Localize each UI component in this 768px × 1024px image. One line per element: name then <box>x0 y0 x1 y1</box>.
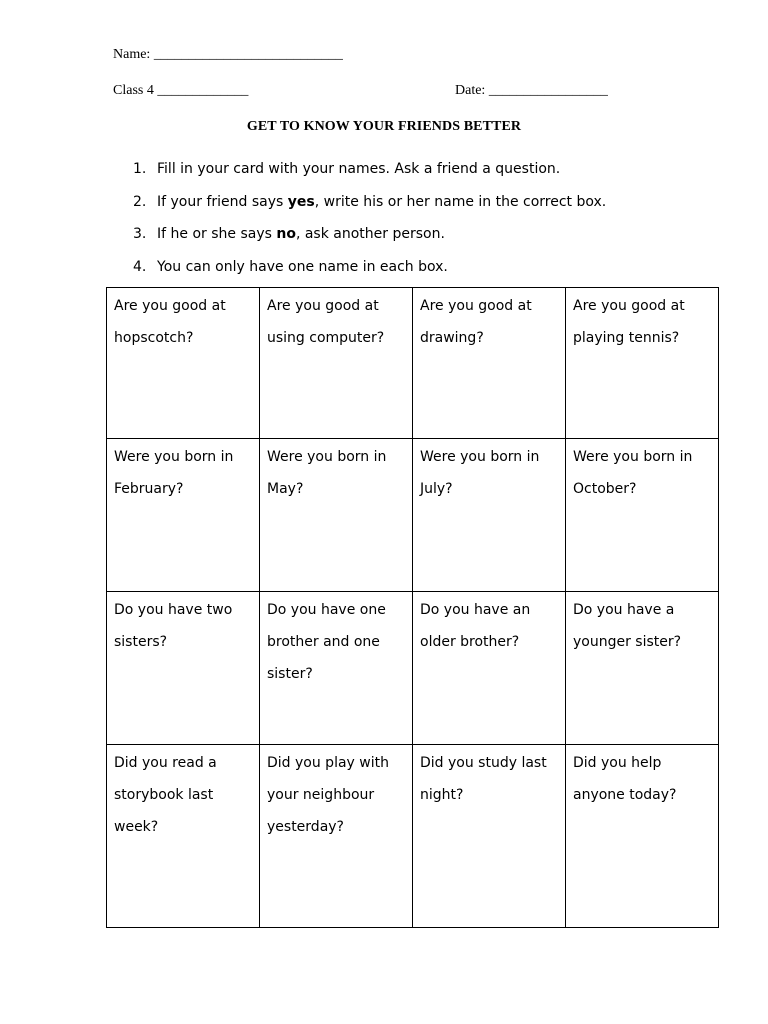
card-row <box>107 592 719 745</box>
card-cell-drawing[interactable]: Are you good at drawing? <box>413 288 566 439</box>
instruction-item <box>133 158 606 191</box>
instruction-emphasis: yes <box>287 193 315 210</box>
date-field-line: Date: _________________ <box>455 83 608 98</box>
card-cell-brother-and-sister[interactable]: Do you have one brother and one sister? <box>260 592 413 745</box>
instruction-text-end: , ask another person. <box>295 226 445 242</box>
card-cell-computer[interactable]: Are you good at using computer? <box>260 288 413 439</box>
worksheet-title: GET TO KNOW YOUR FRIENDS BETTER <box>246 119 522 134</box>
card-cell-two-sisters[interactable]: Do you have two sisters? <box>107 592 260 745</box>
instruction-number: 1. <box>133 161 147 177</box>
class-field-line: Class 4 _____________ <box>113 83 249 98</box>
card-cell-may[interactable]: Were you born in May? <box>260 439 413 592</box>
instruction-item <box>133 223 606 256</box>
instruction-text-end: , write his or her name in the correct box. <box>314 193 607 210</box>
card-cell-october[interactable]: Were you born in October? <box>566 439 719 592</box>
card-row <box>107 288 719 439</box>
instruction-text: If your friend says <box>157 193 288 210</box>
card-row <box>107 439 719 592</box>
instruction-emphasis: no <box>276 226 296 242</box>
instruction-list <box>133 158 606 288</box>
instruction-item <box>133 256 606 289</box>
card-cell-younger-sister[interactable]: Do you have a younger sister? <box>566 592 719 745</box>
instruction-number: 2. <box>133 193 147 210</box>
card-cell-older-brother[interactable]: Do you have an older brother? <box>413 592 566 745</box>
question-card-grid <box>106 287 719 928</box>
card-cell-tennis[interactable]: Are you good at playing tennis? <box>566 288 719 439</box>
instruction-number: 4. <box>133 258 147 275</box>
instruction-text: You can only have one name in each box. <box>157 258 448 275</box>
card-cell-help[interactable]: Did you help anyone today? <box>566 745 719 928</box>
name-field-line: Name: ___________________________ <box>113 47 343 62</box>
card-cell-neighbour[interactable]: Did you play with your neighbour yesterday? <box>260 745 413 928</box>
instruction-text: If he or she says <box>157 226 277 242</box>
instruction-number: 3. <box>133 226 147 242</box>
instruction-text: Fill in your card with your names. Ask a friend a question. <box>157 161 561 177</box>
card-cell-storybook[interactable]: Did you read a storybook last week? <box>107 745 260 928</box>
card-cell-july[interactable]: Were you born in July? <box>413 439 566 592</box>
card-cell-study[interactable]: Did you study last night? <box>413 745 566 928</box>
instruction-item <box>133 191 606 224</box>
card-cell-february[interactable]: Were you born in February? <box>107 439 260 592</box>
card-cell-hopscotch[interactable]: Are you good at hopscotch? <box>107 288 260 439</box>
card-row <box>107 745 719 928</box>
